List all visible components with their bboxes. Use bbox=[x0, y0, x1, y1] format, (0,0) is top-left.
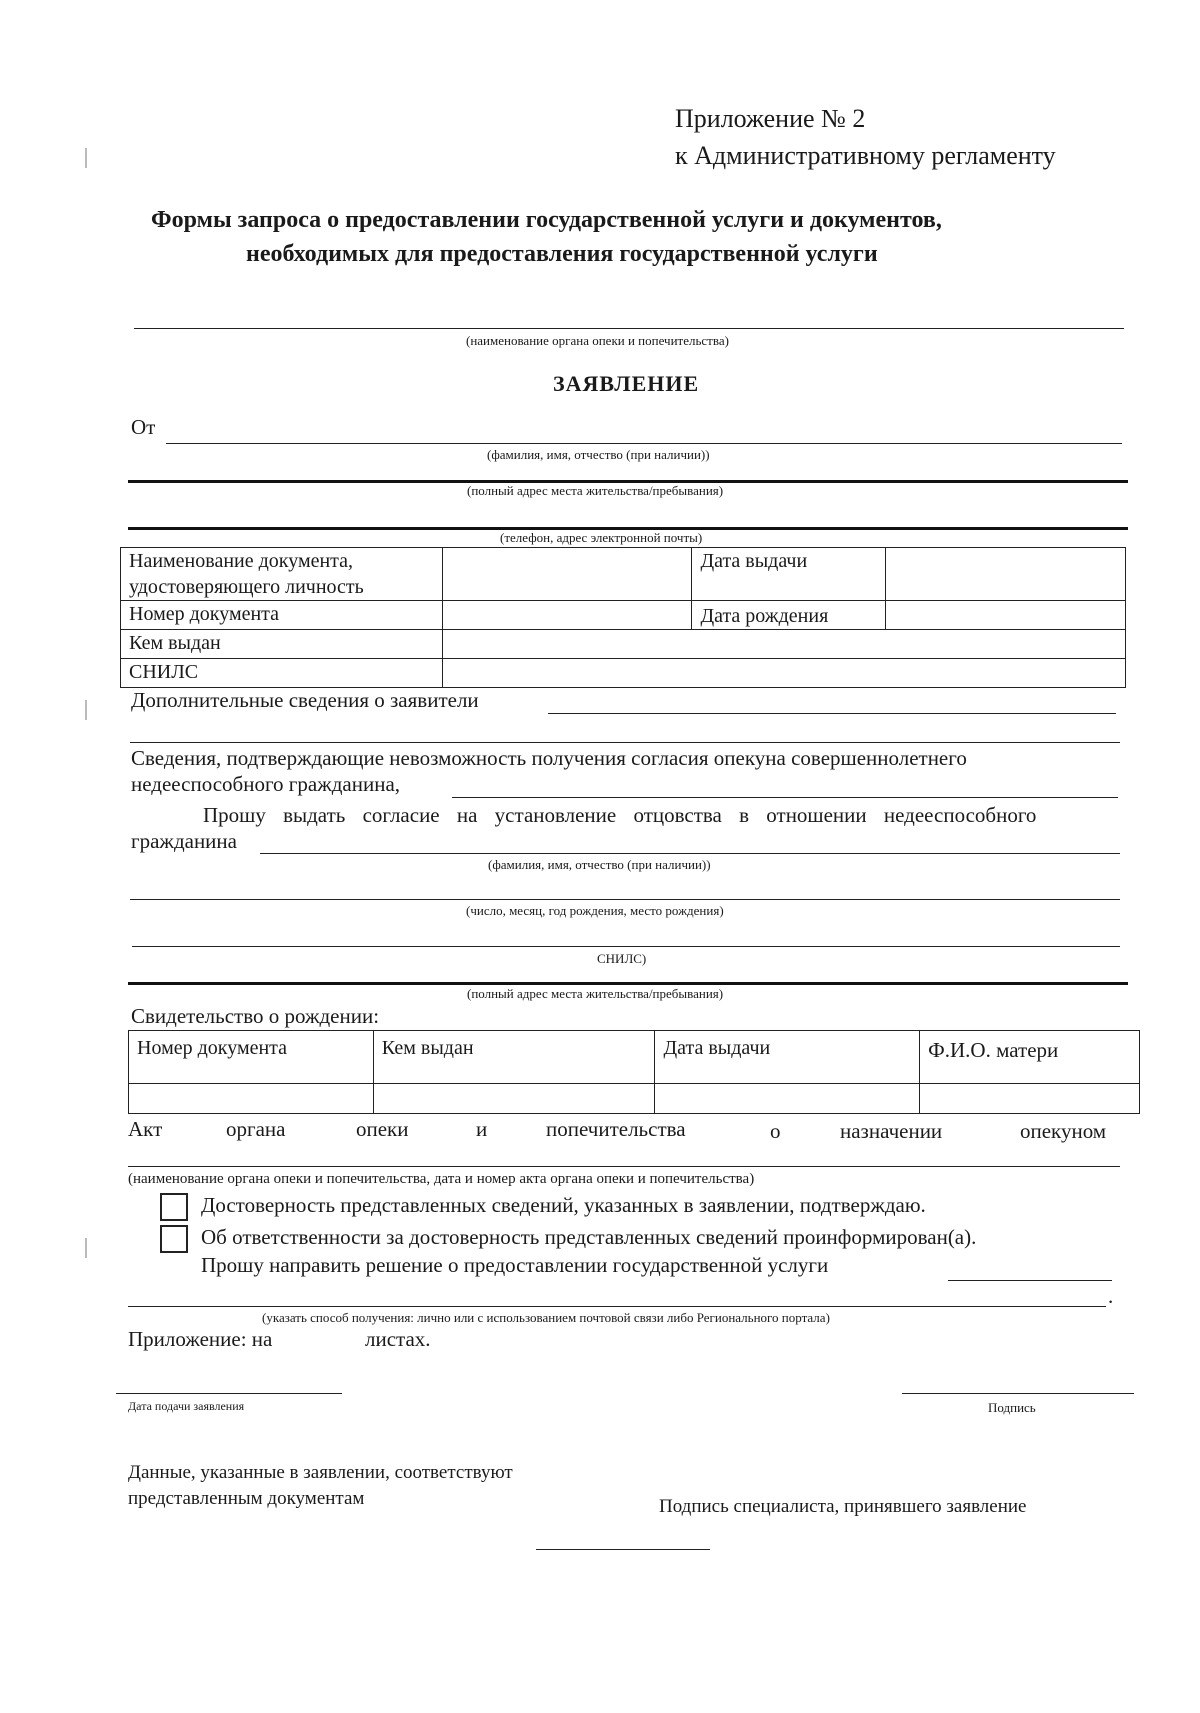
appendix-reference: к Административному регламенту bbox=[675, 141, 1056, 170]
snils-label: СНИЛС bbox=[121, 659, 443, 688]
birth-date-label: Дата рождения bbox=[692, 601, 886, 630]
specialist-signature-caption: Подпись специалиста, принявшего заявление bbox=[659, 1496, 1027, 1517]
guardian-act-word: опекуном bbox=[1020, 1119, 1107, 1143]
guardian-act-word: попечительства bbox=[546, 1117, 686, 1141]
bc-issued-by-value[interactable] bbox=[373, 1084, 655, 1114]
submission-date-caption: Дата подачи заявления bbox=[128, 1399, 245, 1413]
from-label: От bbox=[131, 415, 156, 439]
applicant-fio-line[interactable] bbox=[166, 443, 1122, 444]
delivery-end-dot: . bbox=[1108, 1284, 1114, 1308]
issue-date-label: Дата выдачи bbox=[692, 548, 886, 601]
delivery-request-text: Прошу направить решение о предоставлении государственной услуги bbox=[201, 1253, 829, 1277]
form-title-line-1: Формы запроса о предоставлении государственной услуги и документов, bbox=[151, 207, 942, 233]
ward-snils-caption: СНИЛС) bbox=[597, 951, 647, 966]
ward-birth-line[interactable] bbox=[130, 899, 1120, 900]
delivery-method-line-2[interactable] bbox=[128, 1306, 1106, 1307]
birth-date-value-cell[interactable] bbox=[886, 601, 1126, 630]
ward-fio-caption: (фамилия, имя, отчество (при наличии)) bbox=[488, 857, 711, 872]
doc-number-value-cell[interactable] bbox=[442, 601, 692, 630]
guardian-act-word: о bbox=[770, 1119, 781, 1143]
additional-info-line-2[interactable] bbox=[130, 742, 1120, 743]
ward-address-caption: (полный адрес места жительства/пребывания) bbox=[467, 986, 724, 1001]
bc-col-issued-by: Кем выдан bbox=[373, 1031, 655, 1084]
delivery-method-line[interactable] bbox=[948, 1280, 1112, 1281]
ward-fio-line[interactable] bbox=[260, 853, 1120, 854]
doc-name-label-1: Наименование документа, bbox=[129, 550, 354, 572]
bc-number-value[interactable] bbox=[129, 1084, 374, 1114]
informed-responsibility-label: Об ответственности за достоверность представленных сведений проинформирован(а). bbox=[201, 1225, 977, 1249]
guardian-act-word: Акт bbox=[128, 1117, 163, 1141]
additional-info-label: Дополнительные сведения о заявители bbox=[131, 688, 479, 712]
informed-responsibility-checkbox[interactable] bbox=[160, 1225, 188, 1253]
snils-value-cell[interactable] bbox=[442, 659, 1125, 688]
form-title-line-2: необходимых для предоставления государственной услуги bbox=[246, 241, 878, 267]
doc-name-value-cell[interactable] bbox=[442, 548, 692, 601]
scan-mark bbox=[85, 1238, 87, 1258]
impossibility-line[interactable] bbox=[452, 797, 1118, 798]
doc-number-label: Номер документа bbox=[121, 601, 443, 630]
issued-by-value-cell[interactable] bbox=[442, 630, 1125, 659]
ward-address-line[interactable] bbox=[128, 982, 1128, 985]
submission-date-line[interactable] bbox=[116, 1393, 342, 1394]
scan-mark bbox=[85, 148, 87, 168]
scan-mark bbox=[85, 700, 87, 720]
ward-birth-caption: (число, месяц, год рождения, место рождения) bbox=[466, 903, 724, 918]
bc-col-issue-date: Дата выдачи bbox=[655, 1031, 920, 1084]
request-line-2: гражданина bbox=[131, 829, 237, 853]
attachment-label: Приложение: на bbox=[128, 1327, 273, 1351]
statement-title: ЗАЯВЛЕНИЕ bbox=[553, 371, 700, 396]
doc-name-label-cell bbox=[121, 548, 443, 601]
birth-certificate-table bbox=[128, 1030, 1140, 1114]
birth-certificate-label: Свидетельство о рождении: bbox=[131, 1004, 380, 1028]
guardian-act-word: опеки bbox=[356, 1117, 409, 1141]
applicant-phone-caption: (телефон, адрес электронной почты) bbox=[500, 530, 703, 545]
bc-col-number: Номер документа bbox=[129, 1031, 374, 1084]
verification-text-1: Данные, указанные в заявлении, соответствуют bbox=[128, 1462, 513, 1483]
additional-info-line[interactable] bbox=[548, 713, 1116, 714]
authority-caption: (наименование органа опеки и попечительства) bbox=[466, 333, 729, 348]
applicant-signature-caption: Подпись bbox=[988, 1400, 1036, 1415]
impossibility-text-1: Сведения, подтверждающие невозможность получения согласия опекуна совершеннолетнего bbox=[131, 746, 967, 770]
issued-by-label: Кем выдан bbox=[121, 630, 443, 659]
authority-name-line[interactable] bbox=[134, 328, 1124, 329]
appendix-number: Приложение № 2 bbox=[675, 104, 866, 133]
guardian-act-caption: (наименование органа опеки и попечительства, дата и номер акта органа опеки и попечительства) bbox=[128, 1171, 755, 1187]
impossibility-text-2: недееспособного гражданина, bbox=[131, 772, 401, 796]
bc-issue-date-value[interactable] bbox=[655, 1084, 920, 1114]
id-document-table bbox=[120, 547, 1126, 688]
confirm-accuracy-label: Достоверность представленных сведений, указанных в заявлении, подтверждаю. bbox=[201, 1193, 926, 1217]
attachment-sheets: листах. bbox=[365, 1327, 431, 1351]
issue-date-value-cell[interactable] bbox=[886, 548, 1126, 601]
applicant-signature-line[interactable] bbox=[902, 1393, 1134, 1394]
verification-text-2: представленным документам bbox=[128, 1488, 365, 1509]
doc-name-label-2: удостоверяющего личность bbox=[129, 576, 364, 598]
specialist-signature-line[interactable] bbox=[536, 1549, 710, 1550]
ward-snils-line[interactable] bbox=[132, 946, 1120, 947]
confirm-accuracy-checkbox[interactable] bbox=[160, 1193, 188, 1221]
bc-col-mother-name: Ф.И.О. матери bbox=[920, 1031, 1140, 1084]
request-line-1: Прошу выдать согласие на установление отцовства в отношении недееспособного bbox=[203, 803, 1037, 827]
guardian-act-word: органа bbox=[226, 1117, 286, 1141]
guardian-act-word: назначении bbox=[840, 1119, 943, 1143]
applicant-address-caption: (полный адрес места жительства/пребывания) bbox=[467, 483, 724, 498]
delivery-caption: (указать способ получения: лично или с использованием почтовой связи либо Регионального портала) bbox=[262, 1310, 830, 1325]
guardian-act-line[interactable] bbox=[128, 1166, 1120, 1167]
guardian-act-word: и bbox=[476, 1117, 488, 1141]
applicant-fio-caption: (фамилия, имя, отчество (при наличии)) bbox=[487, 447, 710, 462]
bc-mother-name-value[interactable] bbox=[920, 1084, 1140, 1114]
